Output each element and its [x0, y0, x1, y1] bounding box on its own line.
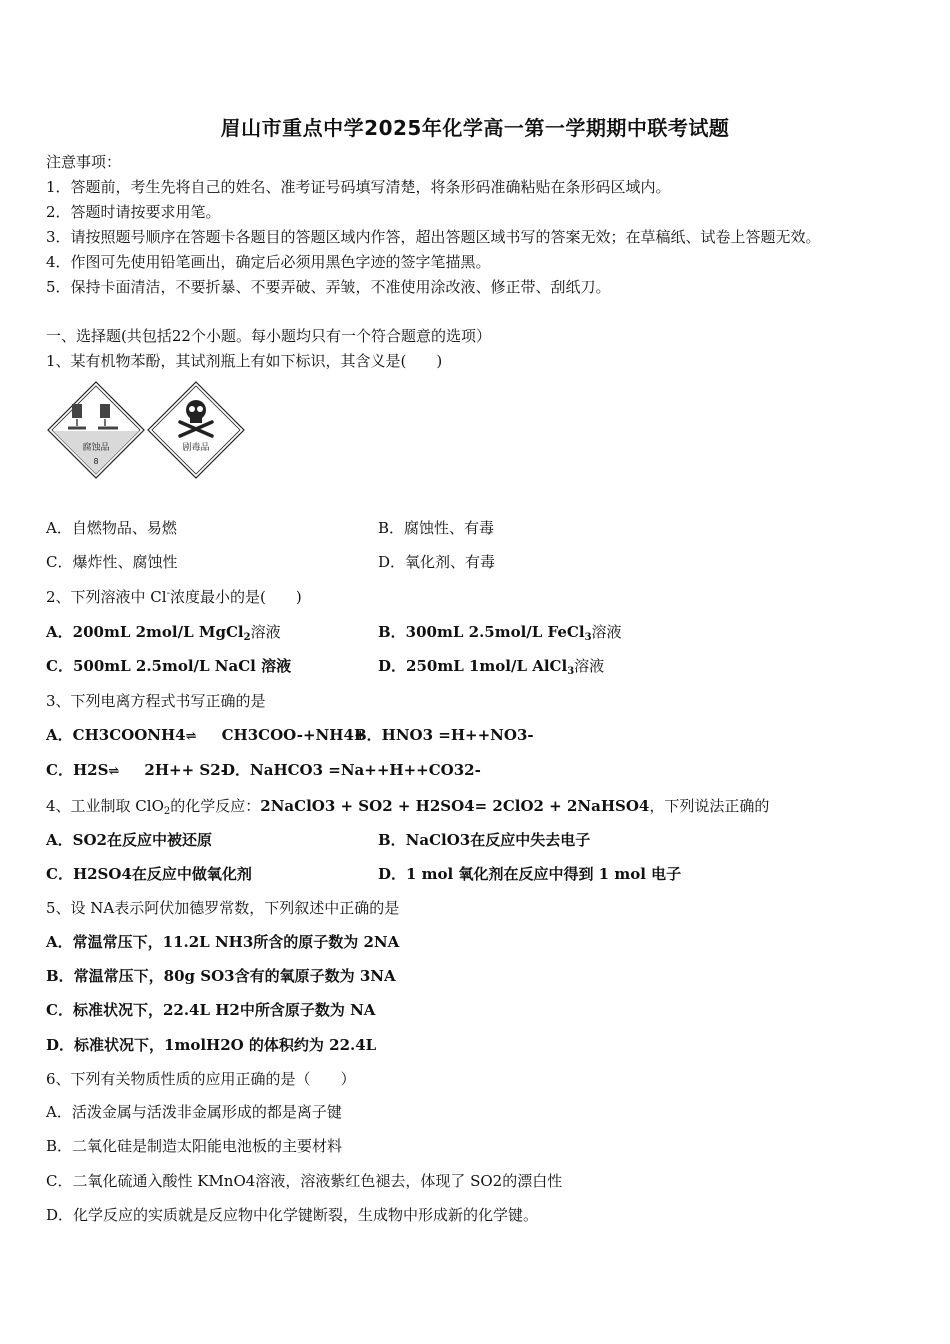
- q6-option-c[interactable]: C．二氧化硫通入酸性 KMnO4溶液，溶液紫红色褪去，体现了 SO2的漂白性: [46, 1172, 563, 1190]
- q2-option-b[interactable]: B．300mL 2.5mol/L FeCl$_3$溶液: [378, 623, 622, 643]
- q6-option-b[interactable]: B．二氧化硅是制造太阳能电池板的主要材料: [46, 1137, 343, 1155]
- q5-option-c[interactable]: C．标准状况下，22.4L H2中所含原子数为 NA: [46, 1001, 376, 1019]
- q6-option-a[interactable]: A．活泼金属与活泼非金属形成的都是离子键: [46, 1103, 342, 1121]
- q5-option-d[interactable]: D．标准状况下，1molH2O 的体积约为 22.4L: [46, 1036, 377, 1054]
- q1-stem: 1、某有机物苯酚，其试剂瓶上有如下标识，其含义是( ): [46, 352, 443, 370]
- q3-option-d[interactable]: D．NaHCO3 =Na++H++CO32-: [222, 761, 481, 779]
- notice-item-2: 2．答题时请按要求用笔。: [46, 203, 221, 221]
- notice-item-4: 4．作图可先使用铅笔画出，确定后必须用黑色字迹的签字笔描黑。: [46, 253, 491, 271]
- q2-option-c[interactable]: C．500mL 2.5mol/L NaCl 溶液: [46, 657, 292, 675]
- q5-stem: 5、设 NA表示阿伏加德罗常数，下列叙述中正确的是: [46, 899, 400, 917]
- q3-option-a[interactable]: A．CH3COONH4⇌ CH3COO-+NH4+: [46, 725, 366, 747]
- q3-option-c[interactable]: C．H2S⇌ 2H++ S2-: [46, 760, 227, 782]
- q1-option-a[interactable]: A．自燃物品、易燃: [46, 519, 177, 537]
- page-title: 眉山市重点中学2025年化学高一第一学期期中联考试题: [220, 116, 730, 140]
- corrosive-label: 腐蚀品: [82, 443, 110, 453]
- q4-option-b[interactable]: B．NaClO3在反应中失去电子: [378, 831, 591, 849]
- corrosive-class: 8: [93, 457, 99, 466]
- q4-option-c[interactable]: C．H2SO4在反应中做氧化剂: [46, 865, 252, 883]
- q1-option-d[interactable]: D．氧化剂、有毒: [378, 553, 496, 571]
- skull-crossbones-icon: [148, 382, 244, 478]
- q5-option-a[interactable]: A．常温常压下，11.2L NH3所含的原子数为 2NA: [46, 933, 400, 951]
- q2-option-d[interactable]: D．250mL 1mol/L AlCl$_3$溶液: [378, 657, 605, 677]
- hazard-labels: [46, 380, 251, 485]
- equilibrium-arrow-icon: ⇌: [185, 729, 195, 744]
- q2-option-a[interactable]: A．200mL 2mol/L MgCl$_2$溶液: [46, 623, 281, 643]
- q4-stem: 4、工业制取 ClO$_2$的化学反应：2NaClO3 + SO2 + H2SO4= 2ClO2 + 2NaHSO4，下列说法正确的: [46, 797, 770, 817]
- q2-stem: 2、下列溶液中 Cl-浓度最小的是( ): [46, 588, 302, 606]
- toxic-label: 剧毒品: [182, 443, 210, 453]
- notice-item-5: 5．保持卡面清洁，不要折暴、不要弄破、弄皱，不准使用涂改液、修正带、刮纸刀。: [46, 278, 611, 296]
- q4-option-a[interactable]: A．SO2在反应中被还原: [46, 831, 212, 849]
- equilibrium-arrow-icon: ⇌: [108, 764, 120, 779]
- notice-heading: 注意事项：: [46, 153, 122, 171]
- q3-option-b[interactable]: B．HNO3 =H++NO3-: [354, 726, 534, 744]
- q4-option-d[interactable]: D．1 mol 氧化剂在反应中得到 1 mol 电子: [378, 865, 682, 883]
- section-heading: 一、选择题(共包括22个小题。每小题均只有一个符合题意的选项）: [46, 327, 491, 345]
- q6-option-d[interactable]: D．化学反应的实质就是反应物中化学键断裂，生成物中形成新的化学键。: [46, 1206, 539, 1224]
- notice-item-3: 3．请按照题号顺序在答题卡各题目的答题区域内作答，超出答题区域书写的答案无效；在草稿纸、试卷上答题无效。: [46, 228, 821, 246]
- q1-option-b[interactable]: B．腐蚀性、有毒: [378, 519, 495, 537]
- q1-option-c[interactable]: C．爆炸性、腐蚀性: [46, 553, 178, 571]
- q5-option-b[interactable]: B．常温常压下，80g SO3含有的氧原子数为 3NA: [46, 967, 396, 985]
- q6-stem: 6、下列有关物质性质的应用正确的是（ ）: [46, 1070, 356, 1088]
- q3-stem: 3、下列电离方程式书写正确的是: [46, 692, 266, 710]
- notice-item-1: 1．答题前，考生先将自己的姓名、准考证号码填写清楚，将条形码准确粘贴在条形码区域内。: [46, 178, 671, 196]
